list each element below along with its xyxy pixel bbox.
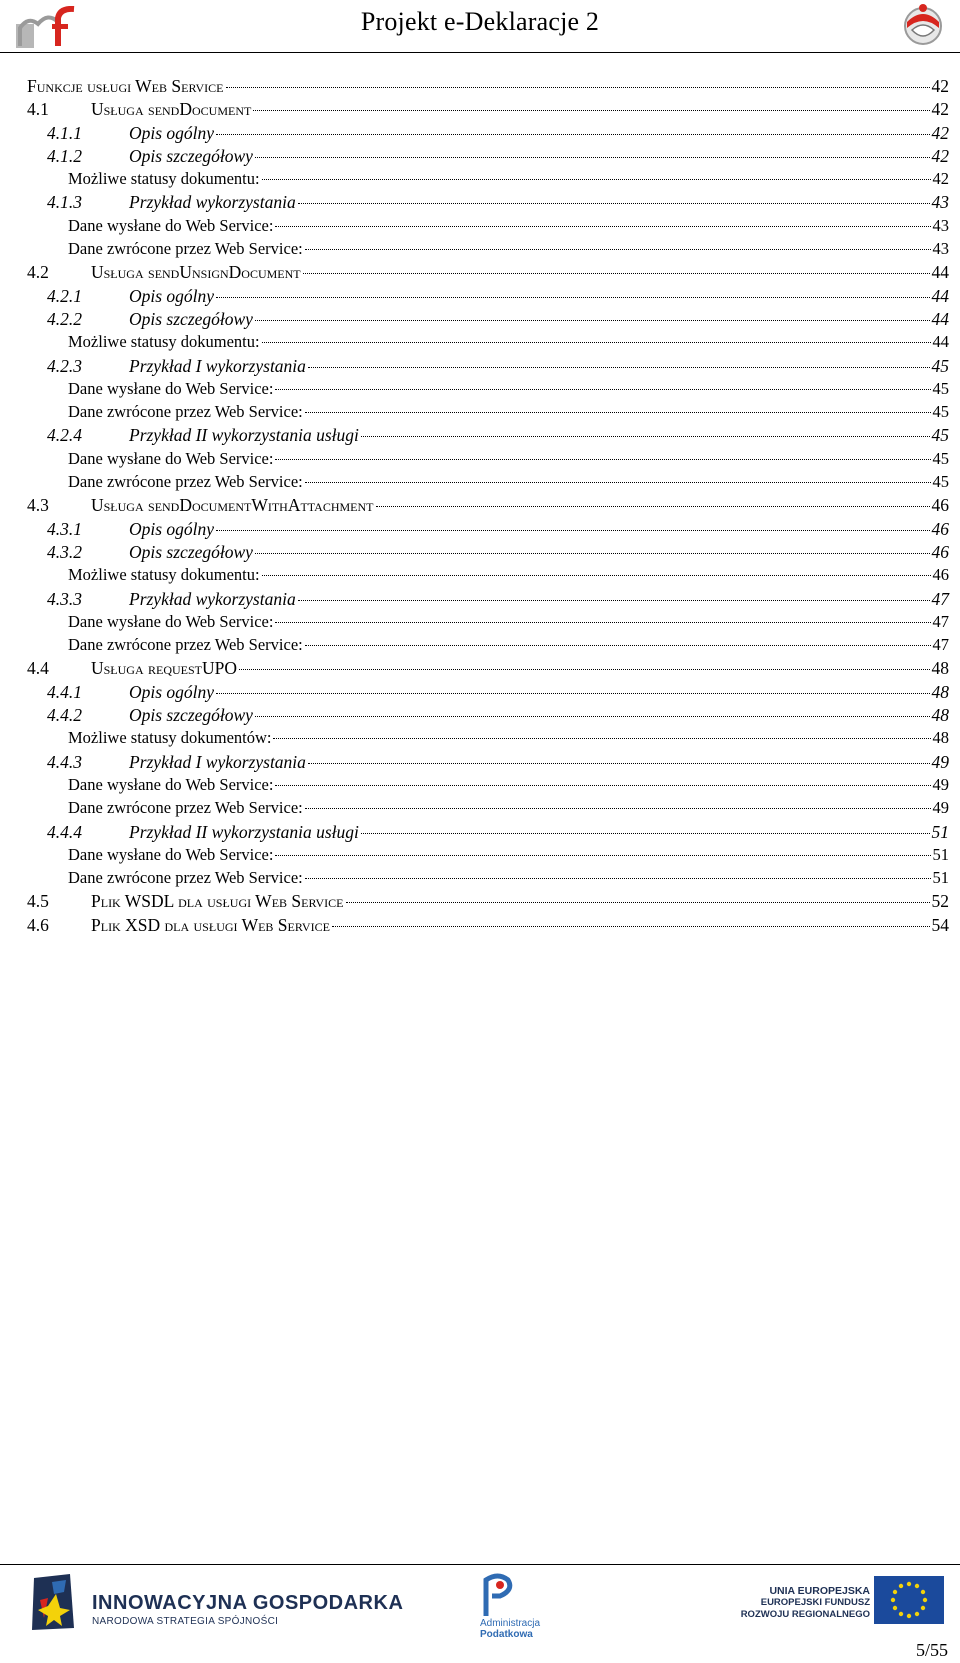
toc-entry-title: Możliwe statusy dokumentu: [68, 169, 260, 189]
toc-entry[interactable] [27, 123, 949, 146]
footer-divider [0, 1564, 960, 1565]
page-number: 5/55 [915, 1640, 948, 1660]
administracja-podatkowa-logo-icon [478, 1572, 518, 1618]
toc-entry-title: Dane zwrócone przez Web Service: [68, 868, 303, 888]
toc-entry[interactable] [27, 76, 949, 99]
toc-entry-title: Usługa sendDocument [91, 99, 252, 120]
toc-entry-title: Dane wysłane do Web Service: [68, 215, 274, 235]
toc-leader-dots [332, 926, 930, 927]
toc-entry[interactable] [27, 658, 949, 681]
toc-entry-page: 46 [931, 495, 949, 516]
toc-entry-number: 4.2.1 [47, 285, 82, 306]
toc-entry[interactable] [27, 169, 949, 192]
toc-entry-number: 4.4.3 [47, 751, 82, 772]
toc-entry-number: 4.2.4 [47, 425, 82, 446]
toc-leader-dots [275, 459, 930, 460]
toc-entry[interactable] [27, 915, 949, 938]
toc-entry-title: Opis ogólny [129, 122, 215, 143]
toc-entry-page: 47 [931, 588, 949, 609]
toc-entry-number: 4.1.2 [47, 145, 82, 166]
eu-line3: ROZWOJU REGIONALNEGO [740, 1609, 870, 1620]
toc-leader-dots [275, 226, 930, 227]
toc-entry[interactable] [27, 262, 949, 285]
toc-entry[interactable] [27, 705, 949, 728]
toc-leader-dots [305, 808, 931, 809]
toc-entry-number: 4.1 [27, 99, 49, 120]
toc-entry-page: 46 [932, 565, 949, 585]
toc-entry-page: 43 [932, 239, 949, 259]
toc-leader-dots [275, 785, 930, 786]
toc-entry-page: 49 [932, 774, 949, 794]
toc-entry-title: Opis szczegółowy [129, 705, 253, 726]
toc-entry-title: Opis szczegółowy [129, 308, 253, 329]
toc-entry-title: Plik XSD dla usługi Web Service [91, 914, 330, 935]
toc-leader-dots [275, 389, 930, 390]
toc-entry-title: Plik WSDL dla usługi Web Service [91, 891, 344, 912]
toc-entry[interactable] [27, 565, 949, 588]
toc-entry-title: Opis ogólny [129, 518, 215, 539]
ig-title: INNOWACYJNA GOSPODARKA [92, 1592, 404, 1614]
toc-entry[interactable] [27, 752, 949, 775]
toc-entry-title: Przykład I wykorzystania [129, 751, 306, 772]
toc-entry-title: Dane wysłane do Web Service: [68, 611, 274, 631]
toc-entry-page: 48 [931, 681, 949, 702]
toc-leader-dots [376, 506, 930, 507]
toc-entry-page: 51 [932, 844, 949, 864]
toc-leader-dots [308, 763, 930, 764]
toc-leader-dots [305, 249, 931, 250]
toc-leader-dots [273, 738, 930, 739]
toc-entry[interactable] [27, 356, 949, 379]
toc-entry[interactable] [27, 612, 949, 635]
toc-leader-dots [255, 716, 930, 717]
toc-entry-page: 45 [932, 472, 949, 492]
toc-entry-title: Opis ogólny [129, 681, 215, 702]
toc-entry[interactable] [27, 309, 949, 332]
eu-line1: UNIA EUROPEJSKA [769, 1585, 870, 1597]
toc-entry-title: Dane zwrócone przez Web Service: [68, 635, 303, 655]
toc-entry[interactable] [27, 449, 949, 472]
toc-leader-dots [361, 833, 930, 834]
toc-entry-title: Dane wysłane do Web Service: [68, 844, 274, 864]
toc-entry-number: 4.1.3 [47, 192, 82, 213]
toc-leader-dots [305, 878, 931, 879]
toc-entry-title: Przykład II wykorzystania usługi [129, 425, 359, 446]
toc-entry-page: 43 [932, 215, 949, 235]
toc-entry-page: 52 [931, 891, 949, 912]
eu-line2: EUROPEJSKI FUNDUSZ [760, 1597, 870, 1608]
toc-leader-dots [255, 553, 930, 554]
toc-leader-dots [253, 110, 929, 111]
toc-entry-number: 4.3 [27, 495, 49, 516]
page-header [0, 0, 960, 53]
toc-entry-title: Usługa sendUnsignDocument [91, 262, 301, 283]
toc-entry-title: Dane wysłane do Web Service: [68, 448, 274, 468]
toc-entry[interactable] [27, 682, 949, 705]
toc-entry-title: Dane wysłane do Web Service: [68, 774, 274, 794]
toc-entry-page: 49 [931, 751, 949, 772]
toc-entry-page: 42 [931, 76, 949, 96]
toc-entry[interactable] [27, 635, 949, 658]
toc-entry-number: 4.3.2 [47, 541, 82, 562]
ap-label [480, 1618, 540, 1640]
toc-entry-title: Możliwe statusy dokumentów: [68, 728, 272, 748]
toc-entry-number: 4.3.1 [47, 518, 82, 539]
toc-entry-page: 42 [932, 169, 949, 189]
toc-entry-number: 4.5 [27, 891, 49, 912]
toc-entry[interactable] [27, 868, 949, 891]
toc-entry-title: Opis szczegółowy [129, 145, 253, 166]
toc-entry[interactable] [27, 472, 949, 495]
toc-entry[interactable] [27, 542, 949, 565]
toc-leader-dots [262, 575, 931, 576]
toc-entry-title: Przykład wykorzystania [129, 588, 296, 609]
toc-entry-title: Dane zwrócone przez Web Service: [68, 798, 303, 818]
toc-entry[interactable] [27, 402, 949, 425]
toc-entry-number: 4.6 [27, 914, 49, 935]
toc-entry-page: 54 [931, 914, 949, 935]
toc-entry[interactable] [27, 146, 949, 169]
toc-leader-dots [275, 855, 930, 856]
eu-flag-icon [874, 1576, 944, 1624]
toc-entry-page: 45 [931, 425, 949, 446]
toc-entry-page: 45 [932, 402, 949, 422]
toc-entry-title: Usługa sendDocumentWithAttachment [91, 495, 374, 516]
toc-entry-title: Możliwe statusy dokumentu: [68, 332, 260, 352]
toc-leader-dots [305, 645, 931, 646]
toc-leader-dots [226, 87, 930, 88]
toc-entry[interactable] [27, 519, 949, 542]
toc-entry-title: Przykład I wykorzystania [129, 355, 306, 376]
toc-entry[interactable] [27, 775, 949, 798]
toc-leader-dots [308, 367, 930, 368]
toc-entry[interactable] [27, 425, 949, 448]
toc-leader-dots [216, 530, 929, 531]
toc-entry-title: Opis szczegółowy [129, 541, 253, 562]
toc-entry-title: Funkcje usługi Web Service [27, 76, 224, 96]
toc-entry-title: Dane zwrócone przez Web Service: [68, 472, 303, 492]
toc-entry-number: 4.2 [27, 262, 49, 283]
ap-line2: Podatkowa [480, 1629, 533, 1640]
toc-entry-page: 44 [932, 332, 949, 352]
toc-entry[interactable] [27, 845, 949, 868]
toc-leader-dots [275, 622, 930, 623]
table-of-contents [27, 76, 949, 938]
toc-entry-page: 42 [931, 145, 949, 166]
toc-entry-page: 42 [931, 99, 949, 120]
page-footer [0, 1570, 960, 1640]
toc-entry-page: 46 [931, 518, 949, 539]
toc-entry-page: 48 [931, 658, 949, 679]
toc-leader-dots [239, 669, 929, 670]
toc-leader-dots [298, 203, 930, 204]
toc-leader-dots [298, 600, 930, 601]
toc-entry-page: 42 [931, 122, 949, 143]
toc-entry[interactable] [27, 216, 949, 239]
eu-label [730, 1585, 870, 1621]
toc-entry-title: Dane zwrócone przez Web Service: [68, 239, 303, 259]
toc-leader-dots [361, 436, 930, 437]
toc-entry[interactable] [27, 798, 949, 821]
toc-entry[interactable] [27, 495, 949, 518]
toc-leader-dots [255, 157, 930, 158]
toc-entry-title: Dane wysłane do Web Service: [68, 378, 274, 398]
toc-entry[interactable] [27, 332, 949, 355]
toc-entry[interactable] [27, 99, 949, 122]
toc-leader-dots [216, 693, 929, 694]
toc-leader-dots [216, 297, 929, 298]
toc-entry[interactable] [27, 379, 949, 402]
toc-entry-page: 44 [931, 285, 949, 306]
toc-leader-dots [262, 342, 931, 343]
toc-leader-dots [305, 412, 931, 413]
ap-line1: Administracja [480, 1618, 541, 1629]
toc-entry-page: 48 [932, 728, 949, 748]
toc-entry-page: 47 [932, 635, 949, 655]
toc-entry[interactable] [27, 286, 949, 309]
toc-leader-dots [216, 134, 929, 135]
toc-leader-dots [262, 179, 931, 180]
toc-leader-dots [303, 273, 930, 274]
toc-entry[interactable] [27, 822, 949, 845]
toc-entry-page: 43 [931, 192, 949, 213]
toc-entry-page: 45 [931, 355, 949, 376]
toc-entry-page: 47 [932, 611, 949, 631]
toc-entry-page: 46 [931, 541, 949, 562]
toc-leader-dots [346, 902, 930, 903]
toc-entry-title: Przykład II wykorzystania usługi [129, 821, 359, 842]
toc-entry-page: 51 [932, 868, 949, 888]
toc-entry-number: 4.4.2 [47, 705, 82, 726]
toc-entry-title: Opis ogólny [129, 285, 215, 306]
toc-entry[interactable] [27, 589, 949, 612]
toc-entry-page: 49 [932, 798, 949, 818]
toc-entry-title: Dane zwrócone przez Web Service: [68, 402, 303, 422]
toc-entry-number: 4.4 [27, 658, 49, 679]
header-title: Projekt e-Deklaracje 2 [360, 7, 600, 36]
toc-entry[interactable] [27, 239, 949, 262]
toc-entry-title: Możliwe statusy dokumentu: [68, 565, 260, 585]
toc-entry-number: 4.4.4 [47, 821, 82, 842]
e-deklaracje-logo-icon [900, 2, 946, 46]
toc-entry-page: 44 [931, 262, 949, 283]
toc-entry-number: 4.1.1 [47, 122, 82, 143]
toc-entry[interactable] [27, 728, 949, 751]
toc-entry-number: 4.3.3 [47, 588, 82, 609]
toc-entry-page: 45 [932, 448, 949, 468]
toc-entry-page: 44 [931, 308, 949, 329]
toc-entry-title: Przykład wykorzystania [129, 192, 296, 213]
toc-entry-number: 4.4.1 [47, 681, 82, 702]
ig-subtitle: NARODOWA STRATEGIA SPÓJNOŚCI [92, 1616, 279, 1627]
toc-leader-dots [305, 482, 931, 483]
toc-entry-page: 48 [931, 705, 949, 726]
toc-leader-dots [255, 320, 930, 321]
innowacyjna-gospodarka-logo-icon [30, 1572, 76, 1632]
toc-entry-title: Usługa requestUPO [91, 658, 238, 679]
toc-entry-page: 45 [932, 378, 949, 398]
toc-entry-number: 4.2.3 [47, 355, 82, 376]
toc-entry[interactable] [27, 192, 949, 215]
toc-entry-page: 51 [931, 821, 949, 842]
toc-entry[interactable] [27, 891, 949, 914]
toc-entry-number: 4.2.2 [47, 308, 82, 329]
